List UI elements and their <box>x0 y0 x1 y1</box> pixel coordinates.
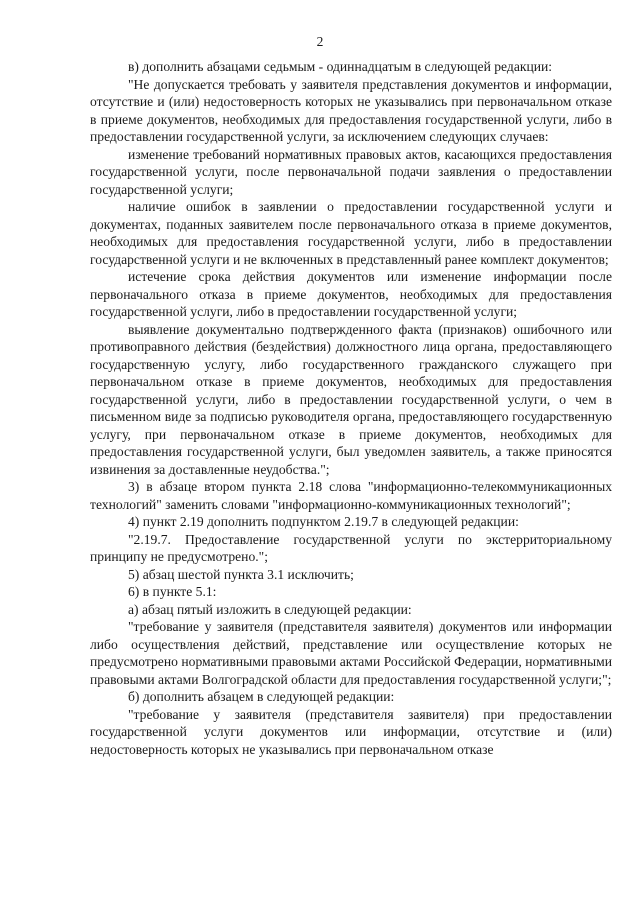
paragraph: "Не допускается требовать у заявителя представления документов и информации, отсутствие и (или) недостоверность которых не указывались при первоначальном отказе в приеме документов, необходимых для предоставления государственной услуги, либо в предоставлении государственной услуги, за исключением следующих случаев: <box>90 76 612 144</box>
paragraph: наличие ошибок в заявлении о предоставлении государственной услуги и документах, поданных заявителем после первоначального отказа в приеме документов, необходимых для предоставления государственной услуги, либо в предоставлении государственной услуги и не включенных в представленный ранее комплект документов; <box>90 199 612 267</box>
paragraph: б) дополнить абзацем в следующей редакции: <box>128 689 395 704</box>
paragraph: "требование у заявителя (представителя заявителя) при предоставлении государственной услуги документов или информации, отсутствие и (или) недостоверность которых не указывались при первоначальном отказе <box>90 706 612 757</box>
paragraph: в) дополнить абзацами седьмым - одиннадцатым в следующей редакции: <box>128 59 553 74</box>
paragraph: 5) абзац шестой пункта 3.1 исключить; <box>128 566 354 582</box>
paragraph: 4) пункт 2.19 дополнить подпунктом 2.19.7 в следующей редакции: <box>128 514 519 529</box>
paragraph: изменение требований нормативных правовых актов, касающихся предоставления государственной услуги, после первоначальной подачи заявления о предоставлении государственной услуги; <box>90 146 612 197</box>
paragraph: истечение срока действия документов или изменение информации после первоначального отказа в приеме документов, необходимых для предоставления государственной услуги, либо в предоставлении государственной услуги; <box>90 269 612 319</box>
paragraph: 3) в абзаце втором пункта 2.18 слова "информационно-телекоммуникационных технологий" заменить словами "информационно-коммуникационных технологий"; <box>90 479 612 512</box>
paragraph: "требование у заявителя (представителя заявителя) документов или информации либо осуществления действий, представление или осуществление которых не предусмотрено нормативными правовыми актами Российской Федерации, нормативными правовыми актами Волгоградской области для предоставления государственной услуги;"; <box>90 619 612 687</box>
paragraph: 6) в пункте 5.1: <box>128 584 217 599</box>
paragraph: а) абзац пятый изложить в следующей редакции: <box>128 601 412 617</box>
page-number: 2 <box>316 34 324 49</box>
paragraph: выявление документально подтвержденного факта (признаков) ошибочного или противоправного действия (бездействия) должностного лица органа, предоставляющего государственную услугу, либо государственного гражданского служащего при первоначальном отказе в приеме документов, необходимых для предоставления государственной услуги, либо в предоставлении государственной услуги, о чем в письменном виде за подписью руководителя органа, предоставляющего государственную услугу, при первоначальном отказе в приеме документов, необходимых для предоставления государственной услуги, был уведомлен заявитель, а также приносятся извинения за доставленные неудобства."; <box>90 321 612 477</box>
paragraph: "2.19.7. Предоставление государственной услуги по экстерриториальному принципу не предусмотрено."; <box>90 531 612 564</box>
document-body <box>90 58 612 758</box>
